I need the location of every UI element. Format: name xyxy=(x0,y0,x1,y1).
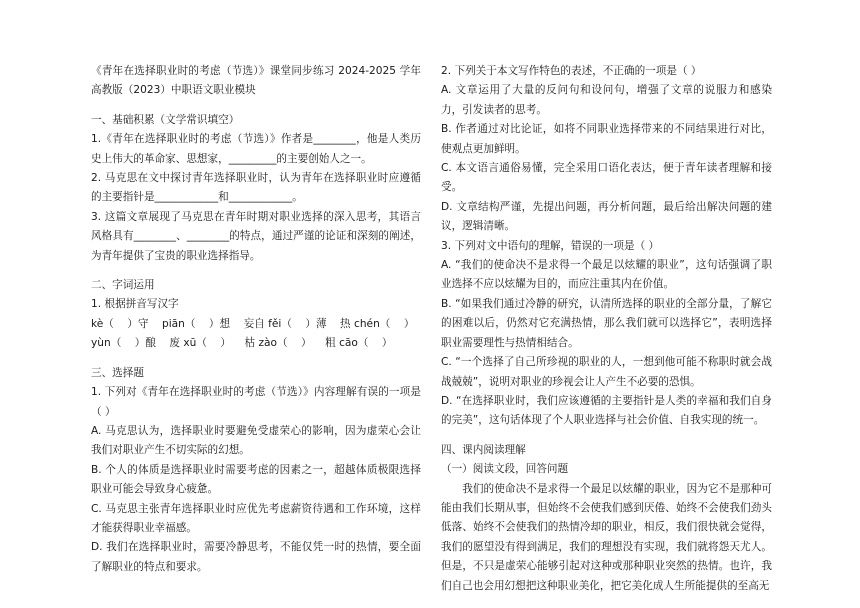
choice-q1-option-a: A. 马克思认为，选择职业时要避免受虚荣心的影响，因为虚荣心会让我们对职业产生不切实际的幻想。 xyxy=(91,424,421,457)
choice-q1-option-b: B. 个人的体质是选择职业时需要考虑的因素之一，超越体质极限选择职业可能会导致身心疲惫。 xyxy=(91,463,421,496)
section1-question-2: 2. 马克思在文中探讨青年选择职业时，认为青年在选择职业时应遵循的主要指针是____________和____________。 xyxy=(91,172,421,204)
choice-q2-option-d: D. 文章结构严谨，先提出问题，再分析问题，最后给出解决问题的建议，逻辑清晰。 xyxy=(441,200,772,233)
left-column xyxy=(91,62,421,577)
section2-subheading: 1. 根据拼音写汉字 xyxy=(91,298,179,311)
section3-heading: 三、选择题 xyxy=(91,366,144,379)
choice-q3-option-b: B. “如果我们通过冷静的研究，认清所选择的职业的全部分量，了解它的困难以后，仍然对它充满热情，那么我们就可以选择它”，表明选择职业需要理性与热情相结合。 xyxy=(441,297,772,349)
choice-q2-option-b: B. 作者通过对比论证，如将不同职业选择带来的不同结果进行对比，使观点更加鲜明。 xyxy=(441,123,772,155)
choice-q3-option-c: C. “一个选择了自己所珍视的职业的人，一想到他可能不称职时就会战战兢兢”，说明对职业的珍视会让人产生不必要的恐惧。 xyxy=(441,356,772,388)
choice-q2-option-c: C. 本文语言通俗易懂，完全采用口语化表达，便于青年读者理解和接受。 xyxy=(441,162,772,194)
choice-q3-option-a: A. “我们的使命决不是求得一个最足以炫耀的职业”，这句话强调了职业选择不应以炫耀为目的，而应注重其内在价值。 xyxy=(441,259,772,291)
choice-q1-option-c: C. 马克思主张青年选择职业时应优先考虑薪资待遇和工作环境，这样才能获得职业幸福感。 xyxy=(91,502,421,534)
choice-question-1: 1. 下列对《青年在选择职业时的考虑（节选）》内容理解有误的一项是（ ） xyxy=(91,386,421,418)
document-title: 《青年在选择职业时的考虑（节选）》课堂同步练习 2024-2025 学年高教版（2023）中职语文职业模块 xyxy=(91,65,421,97)
choice-q1-option-d: D. 我们在选择职业时，需要冷静思考，不能仅凭一时的热情，要全面了解职业的特点和要求。 xyxy=(91,541,421,573)
section2-heading: 二、字词运用 xyxy=(91,279,155,292)
right-column xyxy=(441,62,772,596)
section1-heading: 一、基础积累（文学常识填空） xyxy=(91,113,240,126)
pinyin-line-1: kè（ ）守 piān（ ）想 妄自 fěi（ ）薄 热 chén（ ） xyxy=(91,317,415,330)
choice-question-3: 3. 下列对文中语句的理解，错误的一项是（ ） xyxy=(441,239,660,252)
section4-subheading: （一）阅读文段，回答问题 xyxy=(441,463,569,476)
section4-heading: 四、课内阅读理解 xyxy=(441,443,526,456)
choice-question-2: 2. 下列关于本文写作特色的表述，不正确的一项是（ ） xyxy=(441,65,702,77)
pinyin-line-2: yùn（ ）酿 废 xū（ ） 枯 zào（ ） 粗 cāo（ ） xyxy=(91,337,393,350)
section1-question-3: 3. 这篇文章展现了马克思在青年时期对职业选择的深入思考，其语言风格具有________、________的特点，通过严谨的论证和深刻的阐述，为青年提供了宝贵的职业选择指导。 xyxy=(91,210,421,262)
section1-question-1: 1.《青年在选择职业时的考虑（节选）》作者是________，他是人类历史上伟大的革命家、思想家，_________的主要创始人之一。 xyxy=(91,133,421,165)
reading-passage: 我们的使命决不是求得一个最足以炫耀的职业，因为它不是那种可能由我们长期从事，但始终不会使我们感到厌倦、始终不会使我们劲头低落、始终不会使我们的热情冷却的职业，相反，我们很快就会觉得，我们的愿望没有得到满足，我们的理想没有实现，我们就将怨天尤人。但是，不只是虚荣心能够引起对这种或那种职业突然的热情。也许，我们自己也会用幻想把这种职业美化，把它美化成人生所能提供的至高无 xyxy=(441,482,772,592)
choice-q3-option-d: D. “在选择职业时，我们应该遵循的主要指针是人类的幸福和我们自身的完美”，这句话体现了个人职业选择与社会价值、自我实现的统一。 xyxy=(441,394,772,427)
choice-q2-option-a: A. 文章运用了大量的反问句和设问句，增强了文章的说服力和感染力，引发读者的思考。 xyxy=(441,84,772,116)
